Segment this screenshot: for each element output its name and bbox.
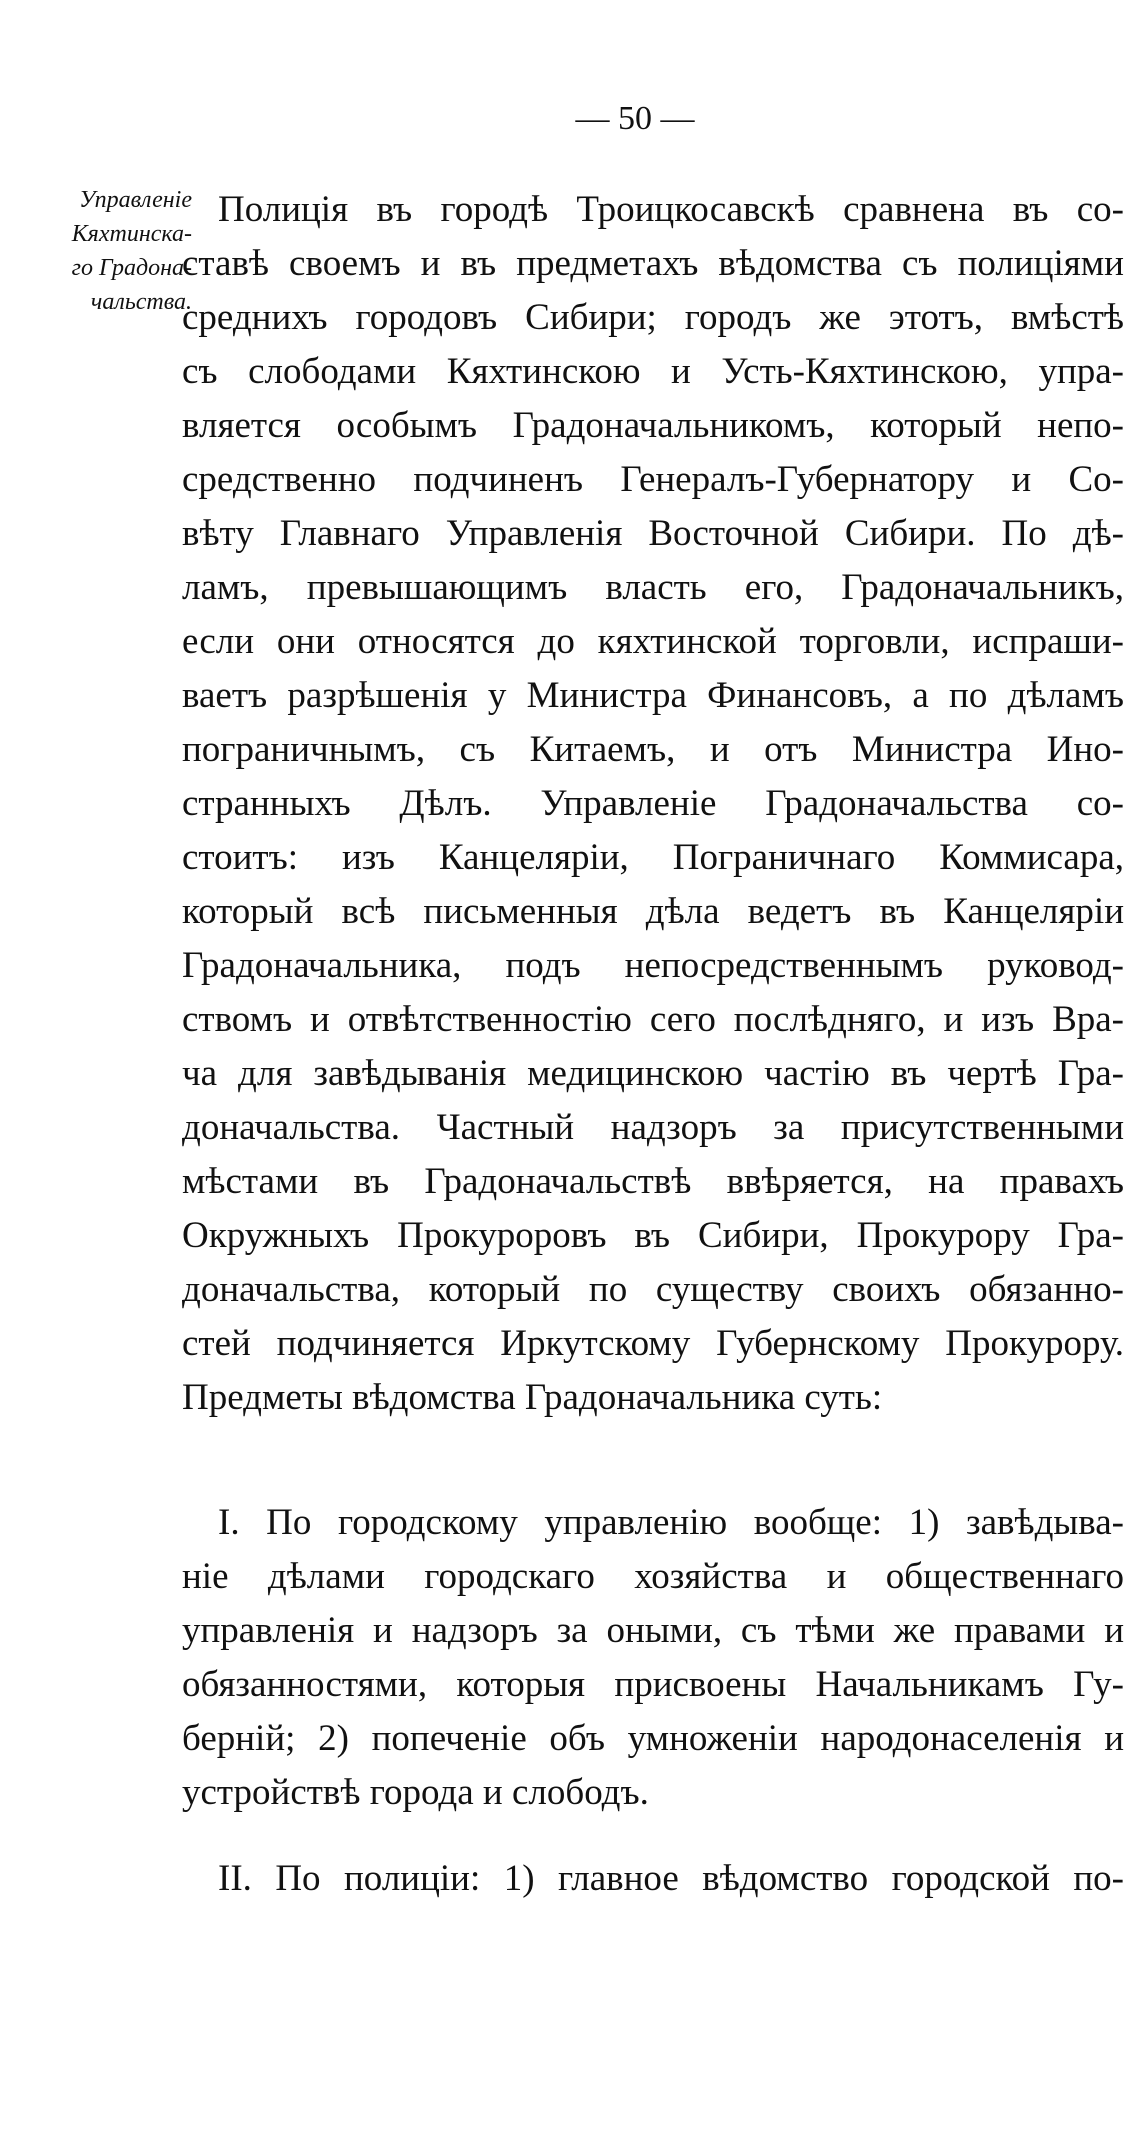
text-line: доначальства, который по существу своихъ обязанно- [182,1269,1124,1310]
margin-note-line: Кяхтинска- [71,221,192,247]
text-line: стоитъ: изъ Канцеляріи, Пограничнаго Коммисара, [182,837,1124,878]
text-line: который всѣ письменныя дѣла ведетъ въ Канцеляріи [182,891,1124,932]
text-line: съ слободами Кяхтинскою и Усть-Кяхтинскою, упра- [182,351,1124,392]
text-line: пограничнымъ, съ Китаемъ, и отъ Министра Ино- [182,729,1124,770]
text-line: доначальства. Частный надзоръ за присутственными [182,1107,1124,1148]
text-line: ставѣ своемъ и въ предметахъ вѣдомства съ полиціями [182,243,1124,284]
margin-note-line: го Градона- [71,255,192,281]
text-line: устройствѣ города и слободъ. [182,1772,649,1813]
text-line: ваетъ разрѣшенія у Министра Финансовъ, а по дѣламъ [182,675,1124,716]
text-line: Окружныхъ Прокуроровъ въ Сибири, Прокурору Гра- [182,1215,1124,1256]
text-line: ламъ, превышающимъ власть его, Градоначальникъ, [182,567,1124,608]
text-line: Градоначальника, подъ непосредственнымъ руковод- [182,945,1124,986]
paragraph-city-administration [182,1496,1124,1820]
text-line: средственно подчиненъ Генералъ-Губернатору и Со- [182,459,1124,500]
paragraph-police-section [182,1852,1124,1906]
text-line: берній; 2) попеченіе объ умноженіи народонаселенія и [182,1718,1124,1759]
text-line: обязанностями, которыя присвоены Начальникамъ Гу- [182,1664,1124,1705]
text-line: странныхъ Дѣлъ. Управленіе Градоначальства со- [182,783,1124,824]
text-line: ча для завѣдыванія медицинскою частію въ чертѣ Гра- [182,1053,1124,1094]
text-line: стей подчиняется Иркутскому Губернскому Прокурору. [182,1323,1124,1364]
margin-note-line: чальства. [90,289,192,315]
text-line: Предметы вѣдомства Градоначальника суть: [182,1377,883,1418]
text-line: Полиція въ городѣ Троицкосавскѣ сравнена въ со- [218,189,1124,230]
text-line: управленія и надзоръ за оными, съ тѣми же правами и [182,1610,1124,1651]
text-line: мѣстами въ Градоначальствѣ ввѣряется, на правахъ [182,1161,1124,1202]
text-line: I. По городскому управленію вообще: 1) завѣдыва- [218,1502,1124,1543]
margin-note-line: Управленіе [79,187,192,213]
margin-note [22,183,192,319]
paragraph-police [182,183,1124,1425]
text-line: ніе дѣлами городскаго хозяйства и общественнаго [182,1556,1124,1597]
text-line: II. По полиціи: 1) главное вѣдомство городской по- [218,1858,1124,1899]
text-line: ствомъ и отвѣтственностію сего послѣдняго, и изъ Вра- [182,999,1124,1040]
text-line: вляется особымъ Градоначальникомъ, который непо- [182,405,1124,446]
text-line: среднихъ городовъ Сибири; городъ же этотъ, вмѣстѣ [182,297,1124,338]
text-line: вѣту Главнаго Управленія Восточной Сибири. По дѣ- [182,513,1124,554]
text-line: если они относятся до кяхтинской торговли, испраши- [182,621,1124,662]
page-number: — 50 — [575,100,695,137]
